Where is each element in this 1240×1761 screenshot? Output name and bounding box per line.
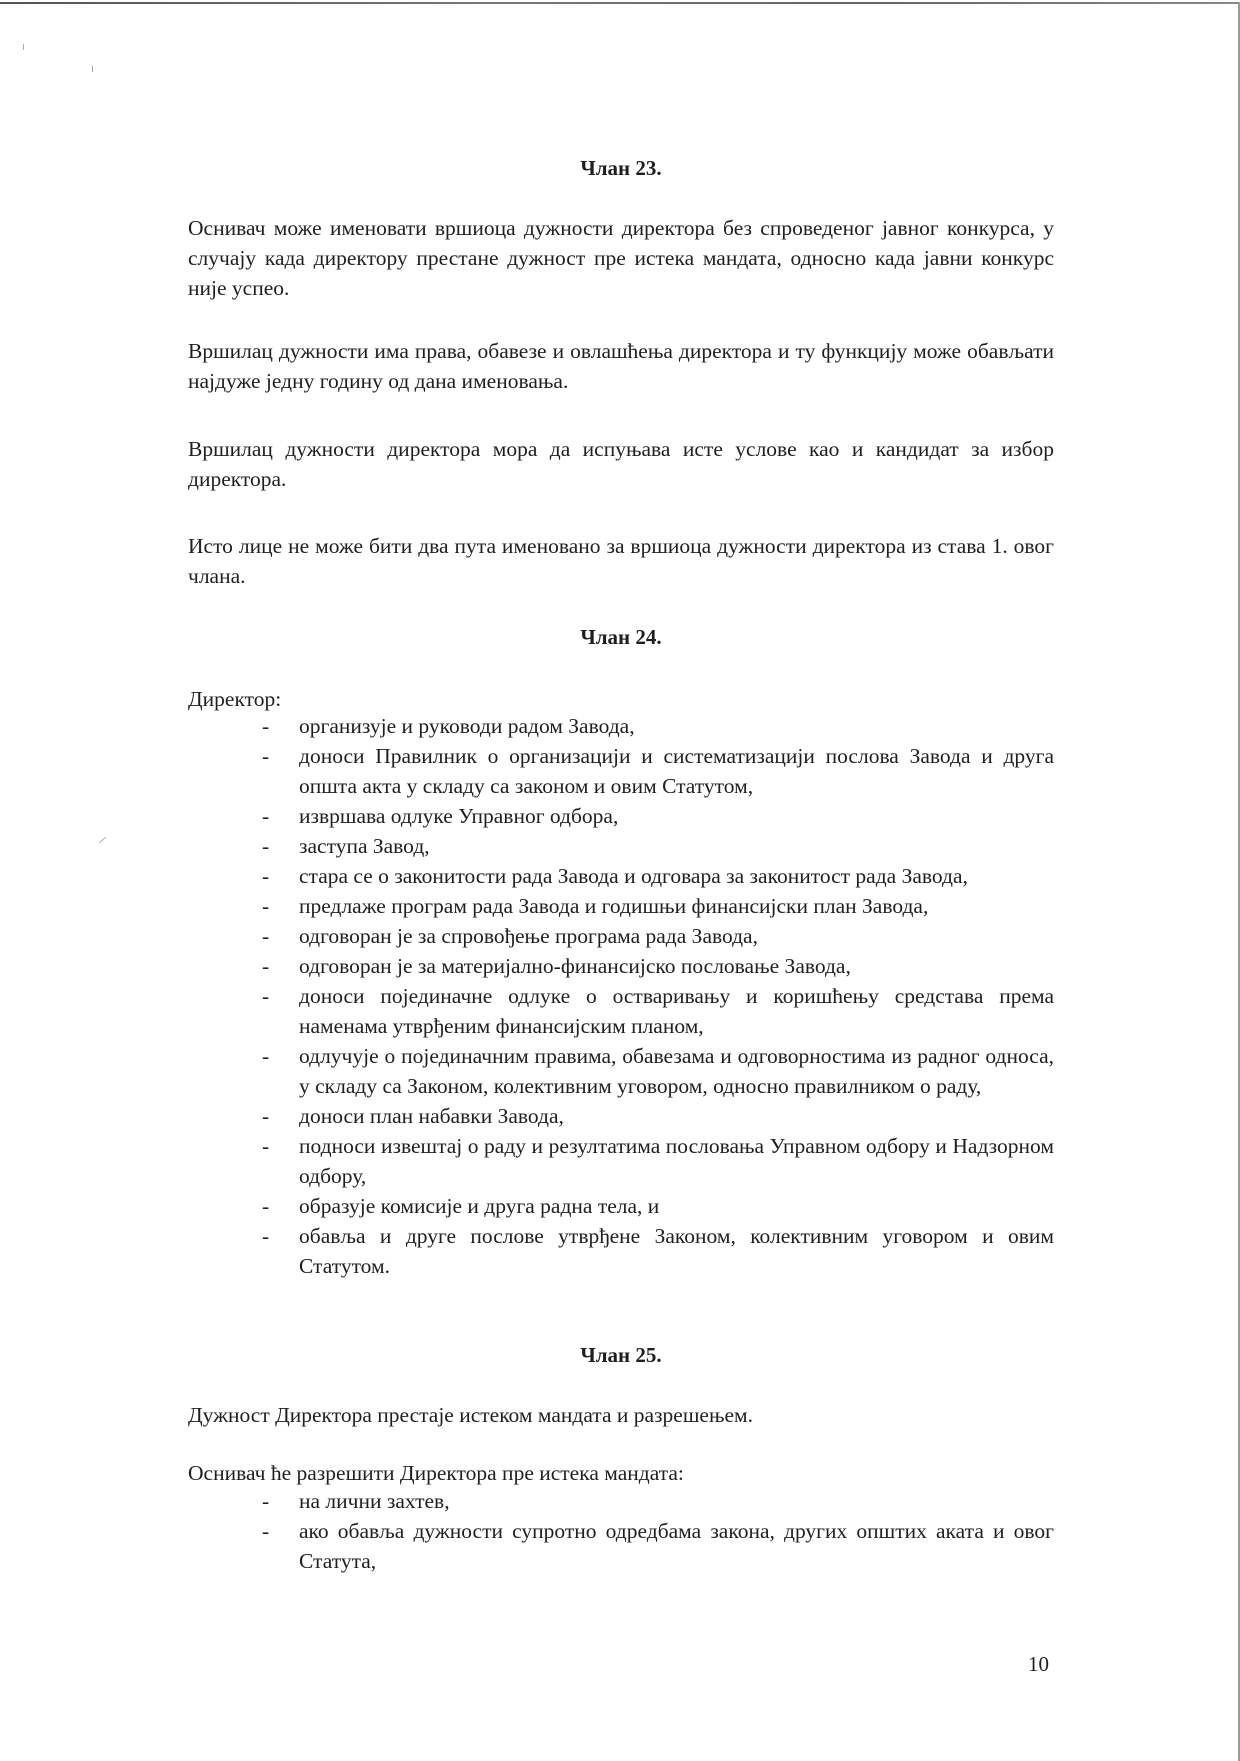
article-23-paragraph-4: Исто лице не може бити два пута именовано за вршиоца дужности директора из става 1. овог члана. — [188, 534, 1054, 588]
list-item: - организује и руководи радом Завода, — [188, 711, 1054, 741]
list-item: - заступа Завод, — [188, 831, 1054, 861]
list-item: - доноси план набавки Завода, — [188, 1101, 1054, 1131]
list-item: - на лични захтев, — [188, 1486, 1054, 1516]
list-item: - извршава одлуке Управног одбора, — [188, 801, 1054, 831]
article-24-duties-list — [188, 711, 1054, 1281]
article-25-intro: Оснивач ће разрешити Директора пре истека мандата: — [188, 1461, 684, 1485]
list-dash: - — [262, 1044, 270, 1068]
list-dash: - — [262, 834, 270, 858]
list-dash: - — [262, 714, 270, 738]
scan-edge-top — [0, 2, 1240, 4]
list-dash: - — [262, 954, 270, 978]
list-dash: - — [262, 744, 270, 768]
list-dash: - — [262, 1224, 270, 1248]
list-item: - одлучује о појединачним правима, обавезама и одговорностима из радног односа, у складу са Законом, колективним уговором, односно правилником о раду, — [188, 1041, 1054, 1101]
list-dash: - — [262, 864, 270, 888]
article-24-heading: Члан 24. — [580, 625, 662, 649]
list-item: - одговоран је за спровођење програма рада Завода, — [188, 921, 1054, 951]
list-item: - ако обавља дужности супротно одредбама закона, других општих аката и овог Статута, — [188, 1516, 1054, 1576]
list-dash: - — [262, 1519, 270, 1543]
article-25-dismissal-list — [188, 1486, 1054, 1576]
list-dash: - — [262, 924, 270, 948]
list-dash: - — [262, 894, 270, 918]
scan-speck — [99, 837, 106, 843]
article-23-paragraph-3: Вршилац дужности директора мора да испуњава исте услове као и кандидат за избор директора. — [188, 437, 1054, 491]
list-item: - предлаже програм рада Завода и годишњи финансијски план Завода, — [188, 891, 1054, 921]
list-dash: - — [262, 1489, 270, 1513]
list-item: - стара се о законитости рада Завода и одговара за законитост рада Завода, — [188, 861, 1054, 891]
scan-speck — [23, 44, 24, 50]
list-item: - доноси појединачне одлуке о остваривању и коришћењу средстава према наменама утврђеним финансијским планом, — [188, 981, 1054, 1041]
article-23-heading: Члан 23. — [580, 156, 662, 180]
list-dash: - — [262, 984, 270, 1008]
list-dash: - — [262, 1134, 270, 1158]
article-25-heading: Члан 25. — [580, 1343, 662, 1367]
list-item: - подноси извештај о раду и резултатима пословања Управном одбору и Надзорном одбору, — [188, 1131, 1054, 1191]
list-item: - обавља и друге послове утврђене Законом, колективним уговором и овим Статутом. — [188, 1221, 1054, 1281]
list-item: - доноси Правилник о организацији и систематизацији послова Завода и друга општа акта у складу са законом и овим Статутом, — [188, 741, 1054, 801]
list-dash: - — [262, 1194, 270, 1218]
page-number: 10 — [1028, 1652, 1049, 1676]
list-dash: - — [262, 1104, 270, 1128]
article-25-paragraph-1: Дужност Директора престаје истеком мандата и разрешењем. — [188, 1403, 754, 1427]
list-dash: - — [262, 804, 270, 828]
article-24-intro: Директор: — [188, 687, 282, 711]
article-23-paragraph-2: Вршилац дужности има права, обавезе и овлашћења директора и ту функцију може обављати најдуже једну годину од дана именовања. — [188, 339, 1054, 393]
scan-speck — [92, 66, 93, 72]
list-item: - образује комисије и друга радна тела, и — [188, 1191, 1054, 1221]
list-item: - одговоран је за материјално-финансијско пословање Завода, — [188, 951, 1054, 981]
article-23-paragraph-1: Оснивач може именовати вршиоца дужности директора без спроведеног јавног конкурса, у случају када директору престане дужност пре истека мандата, односно када јавни конкурс није успео. — [188, 216, 1054, 300]
